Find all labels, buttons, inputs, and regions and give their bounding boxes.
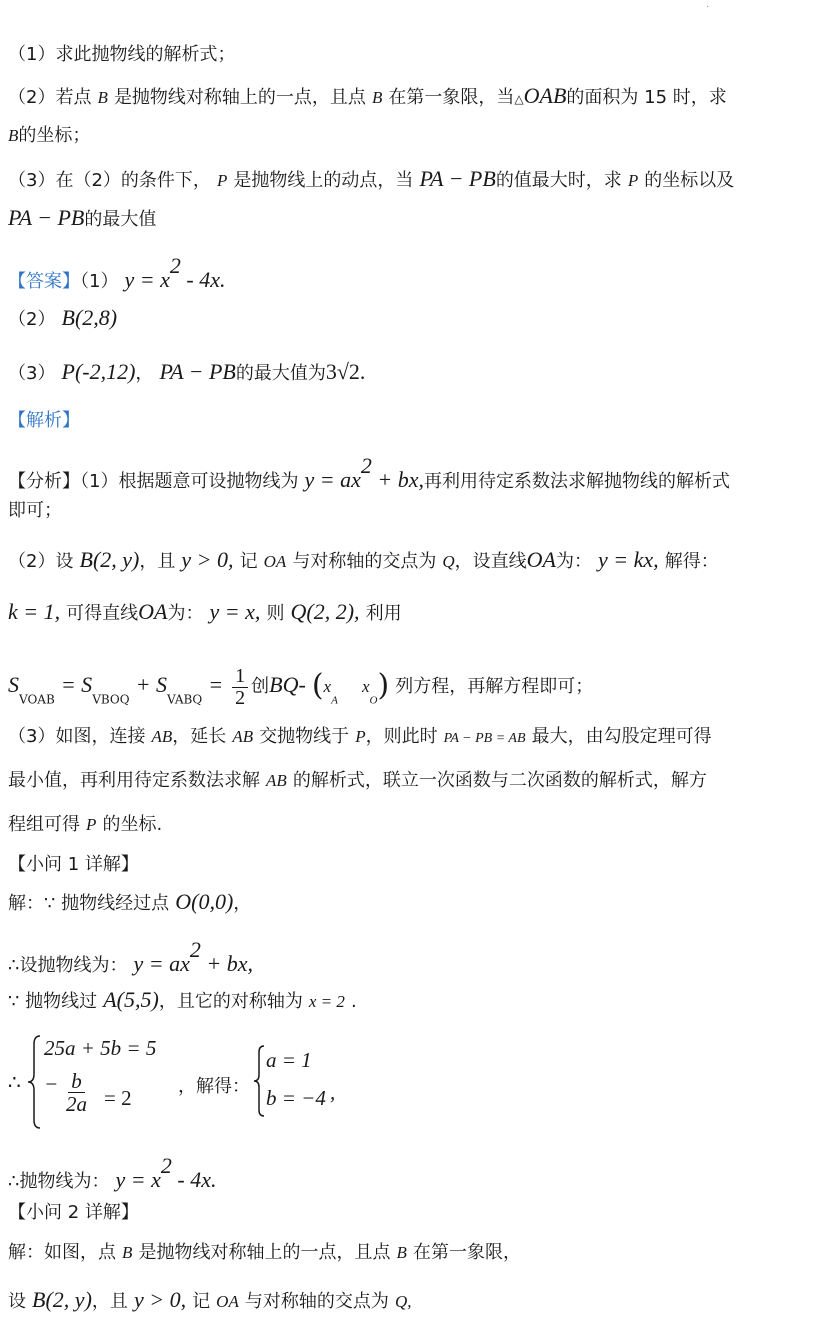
sub2-line-2 xyxy=(8,1286,830,1316)
q2-text-c: 在第一象限，当 xyxy=(388,87,515,108)
f2-t5: 为： xyxy=(556,551,592,572)
f4-fraction xyxy=(232,666,248,709)
fenxi-2-formula: $S_{VOAB} = S_{VBOQ} + S_{VABQ}$ = $\frac{1}{2}$ 创BQ- ($x_A$ $x_O$) 列方程，再解方程即可； xyxy=(8,664,594,709)
answer-3-expr: PA − PB xyxy=(159,359,236,384)
sys-den: 2a xyxy=(66,1092,87,1117)
sub1-line-3 xyxy=(8,986,830,1016)
corner-mark: · xyxy=(706,2,710,13)
f3-t4: 利用 xyxy=(365,603,402,624)
f2-label: （2）设 xyxy=(8,551,74,572)
f2-oa: OA xyxy=(263,552,287,571)
s4-a: ∴抛物线为： xyxy=(8,1171,110,1192)
fenxi-tag: 【分析】 xyxy=(8,471,80,492)
f3-q: Q(2, 2), xyxy=(290,599,360,624)
s3-c: . xyxy=(350,991,357,1012)
equation-system: ∴ 25a + 5b = 5 − $\frac{b}{2a}$ = 2 ，解得： a = 1 b = −4 , xyxy=(8,1034,428,1134)
f2-t3: 与对称轴的交点为 xyxy=(292,551,437,572)
sub2-line-1 xyxy=(8,1238,830,1267)
s6-oa: OA xyxy=(216,1292,239,1311)
f5-d: ，则此时 xyxy=(365,726,438,747)
s6-b: B(2, y) xyxy=(32,1287,92,1312)
answer-line-3 xyxy=(8,358,830,388)
answer-1: y = x xyxy=(124,267,170,292)
fenxi-2-line-2 xyxy=(8,598,830,628)
q3-expr: PA − PB xyxy=(419,166,496,191)
answer-3-value: 3√2. xyxy=(325,359,366,384)
fenxi-line-2 xyxy=(8,496,830,525)
q3-text-c: 的值最大时，求 xyxy=(495,170,622,191)
fenxi-3-line-3 xyxy=(8,810,830,839)
left-brace-icon xyxy=(26,1034,42,1130)
f2-oa2: OA xyxy=(526,547,556,572)
f4-num: 1 xyxy=(232,666,248,688)
q2-text-e: 的坐标； xyxy=(18,125,91,146)
f3-yx: y = x, xyxy=(209,599,261,624)
fenxi-3-line-1 xyxy=(8,722,830,753)
f3-oa: OA xyxy=(138,599,168,624)
f4-garb: 创 xyxy=(251,676,270,697)
analysis-heading xyxy=(8,406,830,435)
f4-xo-sub: O xyxy=(369,694,378,707)
sys-solve: ，解得： xyxy=(178,1076,250,1097)
f2-t4: ，设直线 xyxy=(454,551,527,572)
s6-a: 设 xyxy=(8,1291,26,1312)
answer-1-rest: - 4x. xyxy=(180,267,226,292)
sys-eq1: 25a + 5b = 5 xyxy=(44,1036,157,1060)
question-3-line-2 xyxy=(8,204,830,234)
s5-b: 是抛物线对称轴上的一点，且点 xyxy=(138,1242,391,1263)
question-3-line-1: （3）在（2）的条件下， P 是抛物线上的动点，当 PA − PB的值最大时，求 P 的坐标以及 xyxy=(8,166,735,191)
fenxi-expr-2: + bx, xyxy=(371,467,424,492)
f4-bq: BQ- xyxy=(269,672,306,697)
f5-b: ，延长 xyxy=(172,726,227,747)
answer-tag: 【答案】 xyxy=(8,271,80,292)
f4-xo: x xyxy=(362,677,370,696)
right-brace-icon xyxy=(252,1044,266,1118)
q3-text-b: 是抛物线上的动点，当 xyxy=(233,170,414,191)
answer-line-2 xyxy=(8,304,830,334)
f7-a: 程组可得 xyxy=(8,814,80,835)
f6-ab: AB xyxy=(266,771,287,790)
fenxi-text-c: 即可； xyxy=(8,500,62,521)
f2-t2: 记 xyxy=(239,551,258,572)
s1-a: 解：∵ 抛物线经过点 xyxy=(8,893,170,914)
q3-expr-2: PA − PB xyxy=(8,205,85,230)
f5-expr: PA − PB = AB xyxy=(443,731,526,746)
f2-y: y > 0, xyxy=(181,547,234,572)
f2-q: Q xyxy=(442,552,455,571)
answer-3-point: P(-2,12) xyxy=(61,359,136,384)
answer-3-label: （3） xyxy=(8,363,56,384)
f2-kx: y = kx, xyxy=(598,547,659,572)
f7-p: P xyxy=(86,815,97,834)
s3-axis: x = 2 xyxy=(308,992,345,1011)
s4-expr-2: - 4x. xyxy=(171,1167,217,1192)
q2-text-a: （2）若点 xyxy=(8,87,92,108)
f4-eq: = S xyxy=(60,672,93,697)
f6-a: 最小值，再利用待定系数法求解 xyxy=(8,770,260,791)
f2-t1: ，且 xyxy=(139,551,176,572)
q3-text-e: 的最大值 xyxy=(84,209,157,230)
sub-question-2-heading xyxy=(8,1198,830,1227)
f5-e: 最大，由勾股定理可得 xyxy=(531,726,712,747)
f4-sub2: VBOQ xyxy=(92,692,130,707)
s2-a: ∴设抛物线为： xyxy=(8,955,128,976)
f3-t1: 可得直线 xyxy=(66,603,139,624)
sys-therefore: ∴ xyxy=(8,1070,21,1094)
f4-sub1: VOAB xyxy=(19,692,55,707)
f5-p: P xyxy=(355,727,366,746)
s6-c: ，且 xyxy=(91,1291,128,1312)
f5-ab2: AB xyxy=(232,727,254,746)
fenxi-text-b: 再利用待定系数法求解抛物线的解析式 xyxy=(424,471,730,492)
question-1 xyxy=(8,40,830,69)
fenxi-expr: y = ax xyxy=(304,467,361,492)
sys-eq2-post: = 2 xyxy=(104,1086,132,1110)
f4-s1: S xyxy=(8,672,19,697)
answer-3-comma: ， xyxy=(135,363,154,384)
answer-1-label: （1） xyxy=(80,271,119,292)
f5-a: （3）如图，连接 xyxy=(8,726,146,747)
f3-t2: 为： xyxy=(167,603,204,624)
s2-expr: y = ax xyxy=(133,951,190,976)
question-2-line-2: B的坐标； xyxy=(8,125,91,146)
analysis-tag: 【解析】 xyxy=(8,410,80,431)
q3-text-d: 的坐标以及 xyxy=(644,170,735,191)
s5-c: 在第一象限， xyxy=(412,1242,521,1263)
f3-t3: 则 xyxy=(266,603,285,624)
sub1-conclusion: ∴抛物线为： $y = x^2 - 4x$. xyxy=(8,1153,217,1192)
s6-y: y > 0, xyxy=(133,1287,187,1312)
answer-line-1: 【答案】（1） $y = x^2 - 4x$. xyxy=(8,253,226,292)
s5-a: 解：如图，点 xyxy=(8,1242,116,1263)
fenxi-line-1: 【分析】（1）根据题意可设抛物线为 $y = ax^2$ + bx,再利用待定系数法求解抛物线的解析式 xyxy=(8,453,730,492)
s2-expr-2: + bx, xyxy=(200,951,253,976)
s6-e: 与对称轴的交点为 xyxy=(244,1291,389,1312)
f4-post: 列方程，再解方程即可； xyxy=(395,676,594,697)
sub-question-1-heading xyxy=(8,850,830,879)
sub1-line-2: ∴设抛物线为： $y = ax^2$ + bx, xyxy=(8,937,253,976)
f3-k: k = 1, xyxy=(8,599,61,624)
s5-b-pt2: B xyxy=(396,1243,407,1262)
f7-b: 的坐标. xyxy=(102,814,163,835)
s5-b-pt: B xyxy=(122,1243,133,1262)
f4-sub3: VABQ xyxy=(166,692,203,707)
q2-triangle: OAB xyxy=(523,83,567,108)
q2-text-d: 的面积为 15 时，求 xyxy=(566,87,727,108)
question-2-line-1: （2）若点 B 是抛物线对称轴上的一点，且点 B 在第一象限，当△OAB的面积为 15 时，求 xyxy=(8,83,727,108)
sys-a: a = 1 xyxy=(266,1048,312,1072)
answer-3-text: 的最大值为 xyxy=(235,363,326,384)
f4-xa: x xyxy=(323,677,332,696)
f6-b: 的解析式，联立一次函数与二次函数的解析式，解方 xyxy=(292,770,707,791)
sub1-tag: 【小问 1 详解】 xyxy=(8,854,139,875)
f2-b: B(2, y) xyxy=(79,547,140,572)
s6-d: 记 xyxy=(192,1291,211,1312)
sys-b: b = −4 xyxy=(266,1086,326,1110)
fenxi-text-a: （1）根据题意可设抛物线为 xyxy=(80,471,299,492)
s4-expr: y = x xyxy=(115,1167,161,1192)
f4-xa-sub: A xyxy=(331,694,338,707)
s1-b: ， xyxy=(233,893,252,914)
q3-text-a: （3）在（2）的条件下， xyxy=(8,170,211,191)
f4-plus: + S xyxy=(135,672,167,697)
sys-num: b xyxy=(68,1070,85,1093)
question-1-text: （1）求此抛物线的解析式； xyxy=(8,44,236,65)
sub1-line-1 xyxy=(8,888,830,918)
f2-t6: 解得： xyxy=(664,551,719,572)
s6-q: Q, xyxy=(394,1292,412,1311)
f5-ab: AB xyxy=(151,727,173,746)
s3-pt: A(5,5) xyxy=(103,987,159,1012)
sys-fraction xyxy=(63,1070,90,1115)
fenxi-3-line-2 xyxy=(8,766,830,795)
f4-eq2: = xyxy=(208,672,224,697)
answer-2: B(2,8) xyxy=(61,305,118,330)
f4-den: 2 xyxy=(235,686,246,709)
sub2-tag: 【小问 2 详解】 xyxy=(8,1202,139,1223)
f5-c: 交抛物线于 xyxy=(259,726,350,747)
q2-text-b: 是抛物线对称轴上的一点，且点 xyxy=(113,87,366,108)
fenxi-2-line-1 xyxy=(8,546,830,576)
s3-b: ，且它的对称轴为 xyxy=(158,991,303,1012)
answer-2-label: （2） xyxy=(8,309,56,330)
s3-a: ∵ 抛物线过 xyxy=(8,991,98,1012)
s1-o: O(0,0) xyxy=(175,889,234,914)
sys-comma: , xyxy=(330,1080,336,1104)
